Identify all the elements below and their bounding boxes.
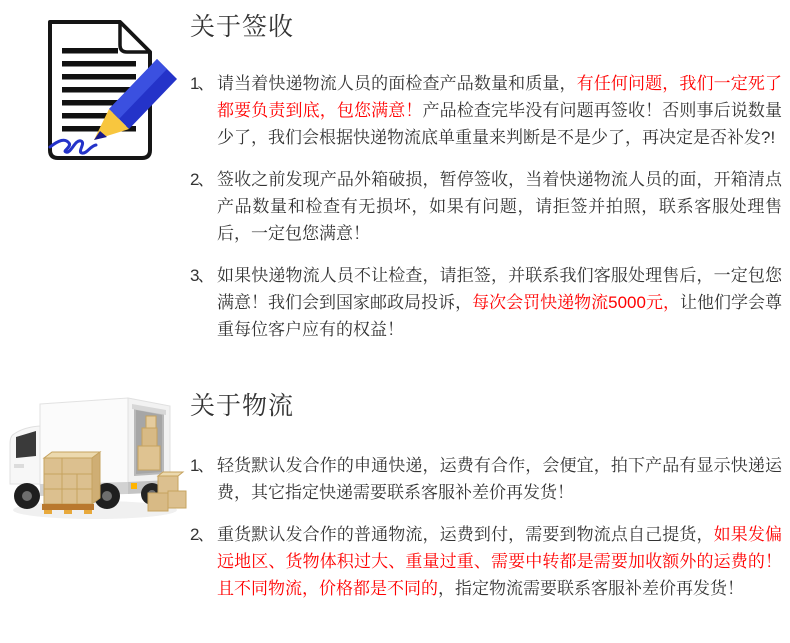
logistics-items	[190, 452, 782, 602]
policy-item	[190, 521, 782, 602]
item-number: 1、	[190, 456, 213, 475]
text-segment: 让他们学会尊重每位客户应有的权益！	[217, 293, 783, 339]
highlighted-text: 每次会罚快递物流5000元，	[472, 293, 680, 312]
highlighted-text: 如果发偏远地区、货物体积过大、重量过重、需要中转都是需要加收额外的运费的！且不同物流，价格都是不同的	[217, 525, 782, 598]
text-segment: 签收之前发现产品外箱破损，暂停签收，当着快递物流人员的面，开箱清点产品数量和检查有无损坏，如果有问题，请拒签并拍照，联系客服处理售后，一定包您满意！	[217, 170, 782, 243]
item-text	[217, 70, 782, 151]
item-text	[217, 521, 782, 602]
policy-item	[190, 166, 782, 247]
logistics-heading: 关于物流	[190, 392, 295, 420]
item-text	[217, 166, 782, 247]
policy-item	[190, 70, 782, 151]
text-segment: 重货默认发合作的普通物流，运费到付，需要到物流点自己提货，	[217, 525, 714, 544]
item-number: 3、	[190, 266, 213, 285]
text-segment: 如果快递物流人员不让检查，请拒签，并联系我们客服处理售后，一定包您满意！我们会到国家邮政局投诉，	[217, 266, 782, 312]
text-segment: 请当着快递物流人员的面检查产品数量和质量，	[217, 74, 577, 93]
logistics-section	[190, 389, 782, 617]
receipt-section	[190, 10, 782, 358]
item-number: 2、	[190, 525, 213, 544]
item-text	[217, 262, 782, 343]
item-text	[217, 452, 782, 506]
document-pen-icon	[16, 10, 178, 168]
receipt-heading: 关于签收	[190, 13, 295, 41]
policy-item	[190, 452, 782, 506]
text-segment: ，指定物流需要联系客服补差价再发货！	[438, 579, 744, 598]
policy-item	[190, 262, 782, 343]
text-segment: 产品检查完毕没有问题再签收！否则事后说数量少了，我们会根据快递物流底单重量来判断是不是少了，再决定是否补发?!	[217, 101, 782, 147]
delivery-truck-icon	[0, 384, 188, 526]
receipt-items	[190, 70, 782, 343]
item-number: 2、	[190, 170, 213, 189]
highlighted-text: 有任何问题，我们一定死了都要负责到底，包您满意！	[217, 74, 782, 120]
text-segment: 轻货默认发合作的申通快递，运费有合作，会便宜，拍下产品有显示快递运费，其它指定快递需要联系客服补差价再发货！	[217, 456, 782, 502]
item-number: 1、	[190, 74, 213, 93]
